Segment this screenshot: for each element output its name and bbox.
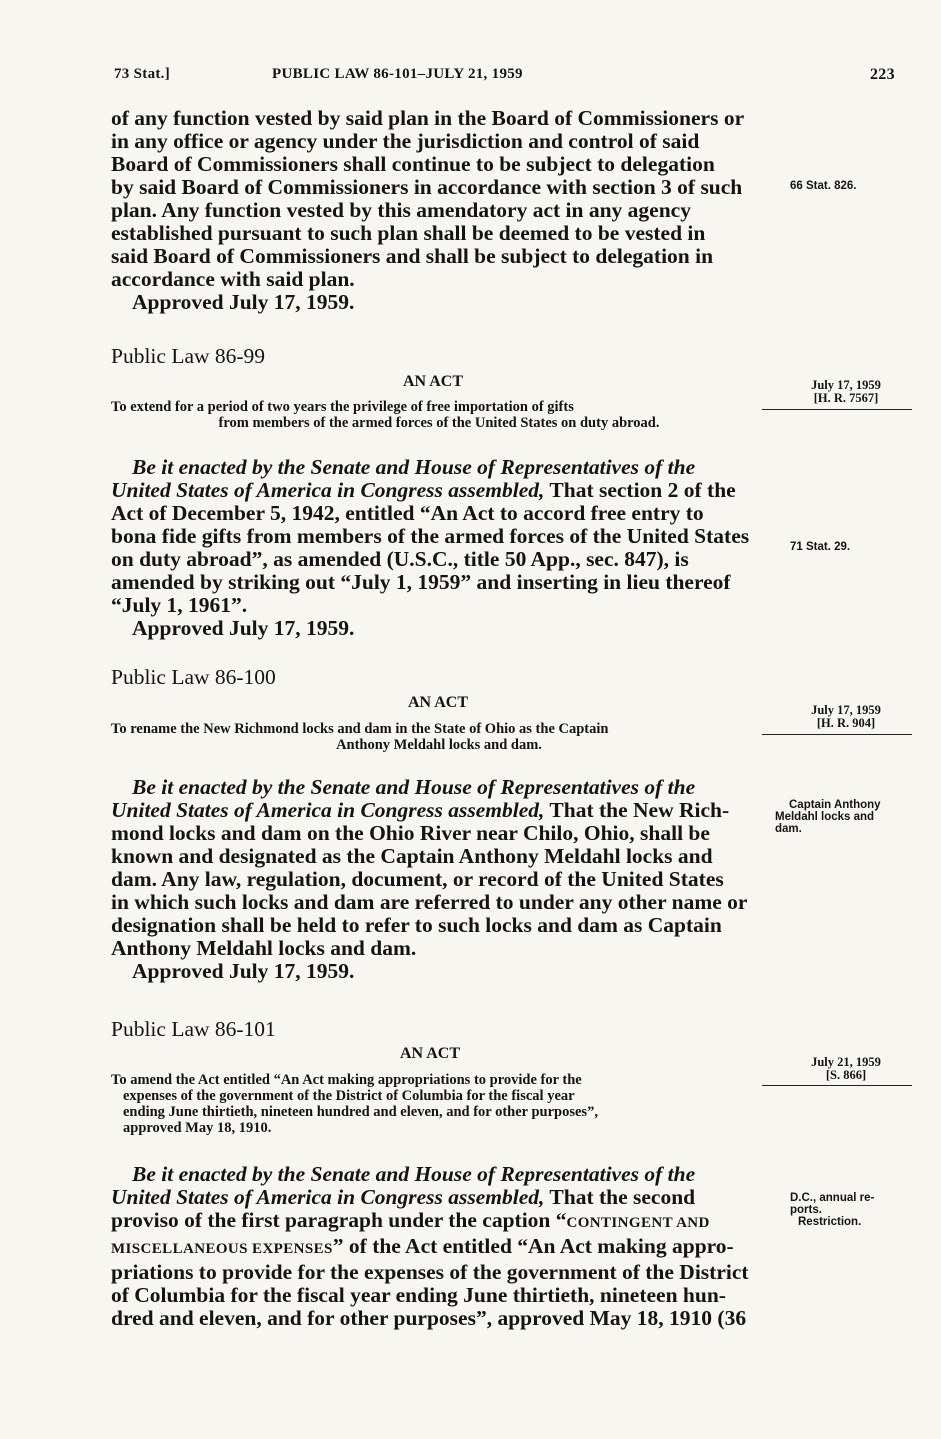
text-line [111,1209,767,1235]
enacting-clause: Be it enacted by the Senate and House of Representatives of the [132,775,696,799]
purpose-line: expenses of the government of the District of Columbia for the fiscal year [123,1088,575,1104]
margin-rule [762,734,912,735]
enacting-rest: That the second [544,1185,696,1209]
margin-note-line: D.C., annual re- [790,1192,875,1204]
bill-number: [H. R. 904] [816,716,876,730]
text-line [111,1235,767,1261]
purpose-line: To amend the Act entitled “An Act making appropriations to provide for the [111,1072,582,1088]
text-line: priations to provide for the expenses of the government of the District [111,1260,749,1284]
enacting-rest: That section 2 of the [544,478,736,502]
text-line: dam. Any law, regulation, document, or record of the United States [111,867,724,891]
text-line: accordance with said plan. [111,267,355,291]
purpose-line: ending June thirtieth, nineteen hundred and eleven, and for other purposes”, [123,1104,598,1120]
enactment-date [780,1056,912,1082]
act-purpose [111,1072,767,1136]
law-title: Public Law 86-101 [111,1017,276,1041]
text-line: in any office or agency under the jurisdiction and control of said [111,129,700,153]
text-line: in which such locks and dam are referred to under any other name or [111,890,748,914]
law-99-text [111,456,767,640]
enactment-date [780,379,912,405]
act-heading: AN ACT [408,694,469,711]
enacting-clause-cont [111,1186,767,1209]
bill-number: [H. R. 7567] [813,391,879,405]
law-title: Public Law 86-99 [111,344,266,368]
enacting-clause: Be it enacted by the Senate and House of Representatives of the [132,1162,696,1186]
text-line: “July 1, 1961”. [111,593,248,617]
text-line: dred and eleven, and for other purposes”, approved May 18, 1910 (36 [111,1306,747,1330]
date-line: July 21, 1959 [811,1055,881,1069]
approved-line: Approved July 17, 1959. [132,616,355,640]
margin-note-line: Meldahl locks and [775,811,875,823]
text-span: proviso of the first paragraph under the caption “ [111,1208,567,1232]
enacting-rest: That the New Rich- [544,798,730,822]
margin-citation: 71 Stat. 29. [790,541,851,553]
header-volume: 73 Stat.] [114,66,171,82]
text-line: bona fide gifts from members of the armed forces of the United States [111,524,750,548]
text-line: Act of December 5, 1942, entitled “An Act to accord free entry to [111,501,704,525]
law-title: Public Law 86-100 [111,665,276,689]
header-title: PUBLIC LAW 86-101–JULY 21, 1959 [272,66,523,82]
enacting-italic: United States of America in Congress assembled, [111,798,545,822]
law-100-text [111,776,767,983]
margin-note-line: ports. [790,1204,822,1216]
section-top-text [111,107,767,314]
margin-rule [762,409,912,410]
date-line: July 17, 1959 [811,703,881,717]
small-caps-caption: MISCELLANEOUS EXPENSES [111,1241,333,1257]
small-caps-caption: CONTINGENT AND [566,1215,710,1231]
text-line: designation shall be held to refer to such locks and dam as Captain [111,913,722,937]
date-line: July 17, 1959 [811,378,881,392]
bill-number: [S. 866] [825,1068,867,1082]
act-heading: AN ACT [400,1045,461,1062]
enacting-italic: United States of America in Congress assembled, [111,1185,545,1209]
text-line: of any function vested by said plan in the Board of Commissioners or [111,106,745,130]
enacting-clause-cont [111,799,767,822]
margin-note [790,1192,874,1228]
margin-note [775,799,881,835]
margin-note-line: dam. [775,823,802,835]
text-line: amended by striking out “July 1, 1959” and inserting in lieu thereof [111,570,731,594]
margin-note-line: Restriction. [798,1216,862,1228]
approved-line: Approved July 17, 1959. [132,290,355,314]
text-line: established pursuant to such plan shall be deemed to be vested in [111,221,706,245]
enacting-clause: Be it enacted by the Senate and House of Representatives of the [132,455,696,479]
text-line: Anthony Meldahl locks and dam. [111,936,417,960]
text-line: said Board of Commissioners and shall be subject to delegation in [111,244,714,268]
margin-citation: 66 Stat. 826. [790,180,857,192]
purpose-line: from members of the armed forces of the United States on duty abroad. [218,415,660,431]
text-span: ” of the Act entitled “An Act making appro- [332,1234,734,1258]
law-101-text [111,1163,767,1330]
text-line: Board of Commissioners shall continue to be subject to delegation [111,152,715,176]
purpose-line: To extend for a period of two years the privilege of free importation of gifts [111,399,574,415]
purpose-line: Anthony Meldahl locks and dam. [336,737,542,753]
act-purpose [111,721,767,753]
text-line: plan. Any function vested by this amendatory act in any agency [111,198,691,222]
act-purpose [111,399,767,431]
text-line: on duty abroad”, as amended (U.S.C., title 50 App., sec. 847), is [111,547,689,571]
enactment-date [780,704,912,730]
text-line: of Columbia for the fiscal year ending June thirtieth, nineteen hun- [111,1283,726,1307]
margin-rule [762,1085,912,1086]
text-line: by said Board of Commissioners in accordance with section 3 of such [111,175,743,199]
margin-note-line: Captain Anthony [789,799,881,811]
text-line: known and designated as the Captain Anthony Meldahl locks and [111,844,713,868]
enacting-clause-cont [111,479,767,502]
purpose-line: approved May 18, 1910. [123,1120,272,1136]
header-page-number: 223 [870,66,895,83]
purpose-line: To rename the New Richmond locks and dam in the State of Ohio as the Captain [111,721,609,737]
text-line: mond locks and dam on the Ohio River near Chilo, Ohio, shall be [111,821,710,845]
approved-line: Approved July 17, 1959. [132,959,355,983]
act-heading: AN ACT [403,373,464,390]
enacting-italic: United States of America in Congress assembled, [111,478,545,502]
